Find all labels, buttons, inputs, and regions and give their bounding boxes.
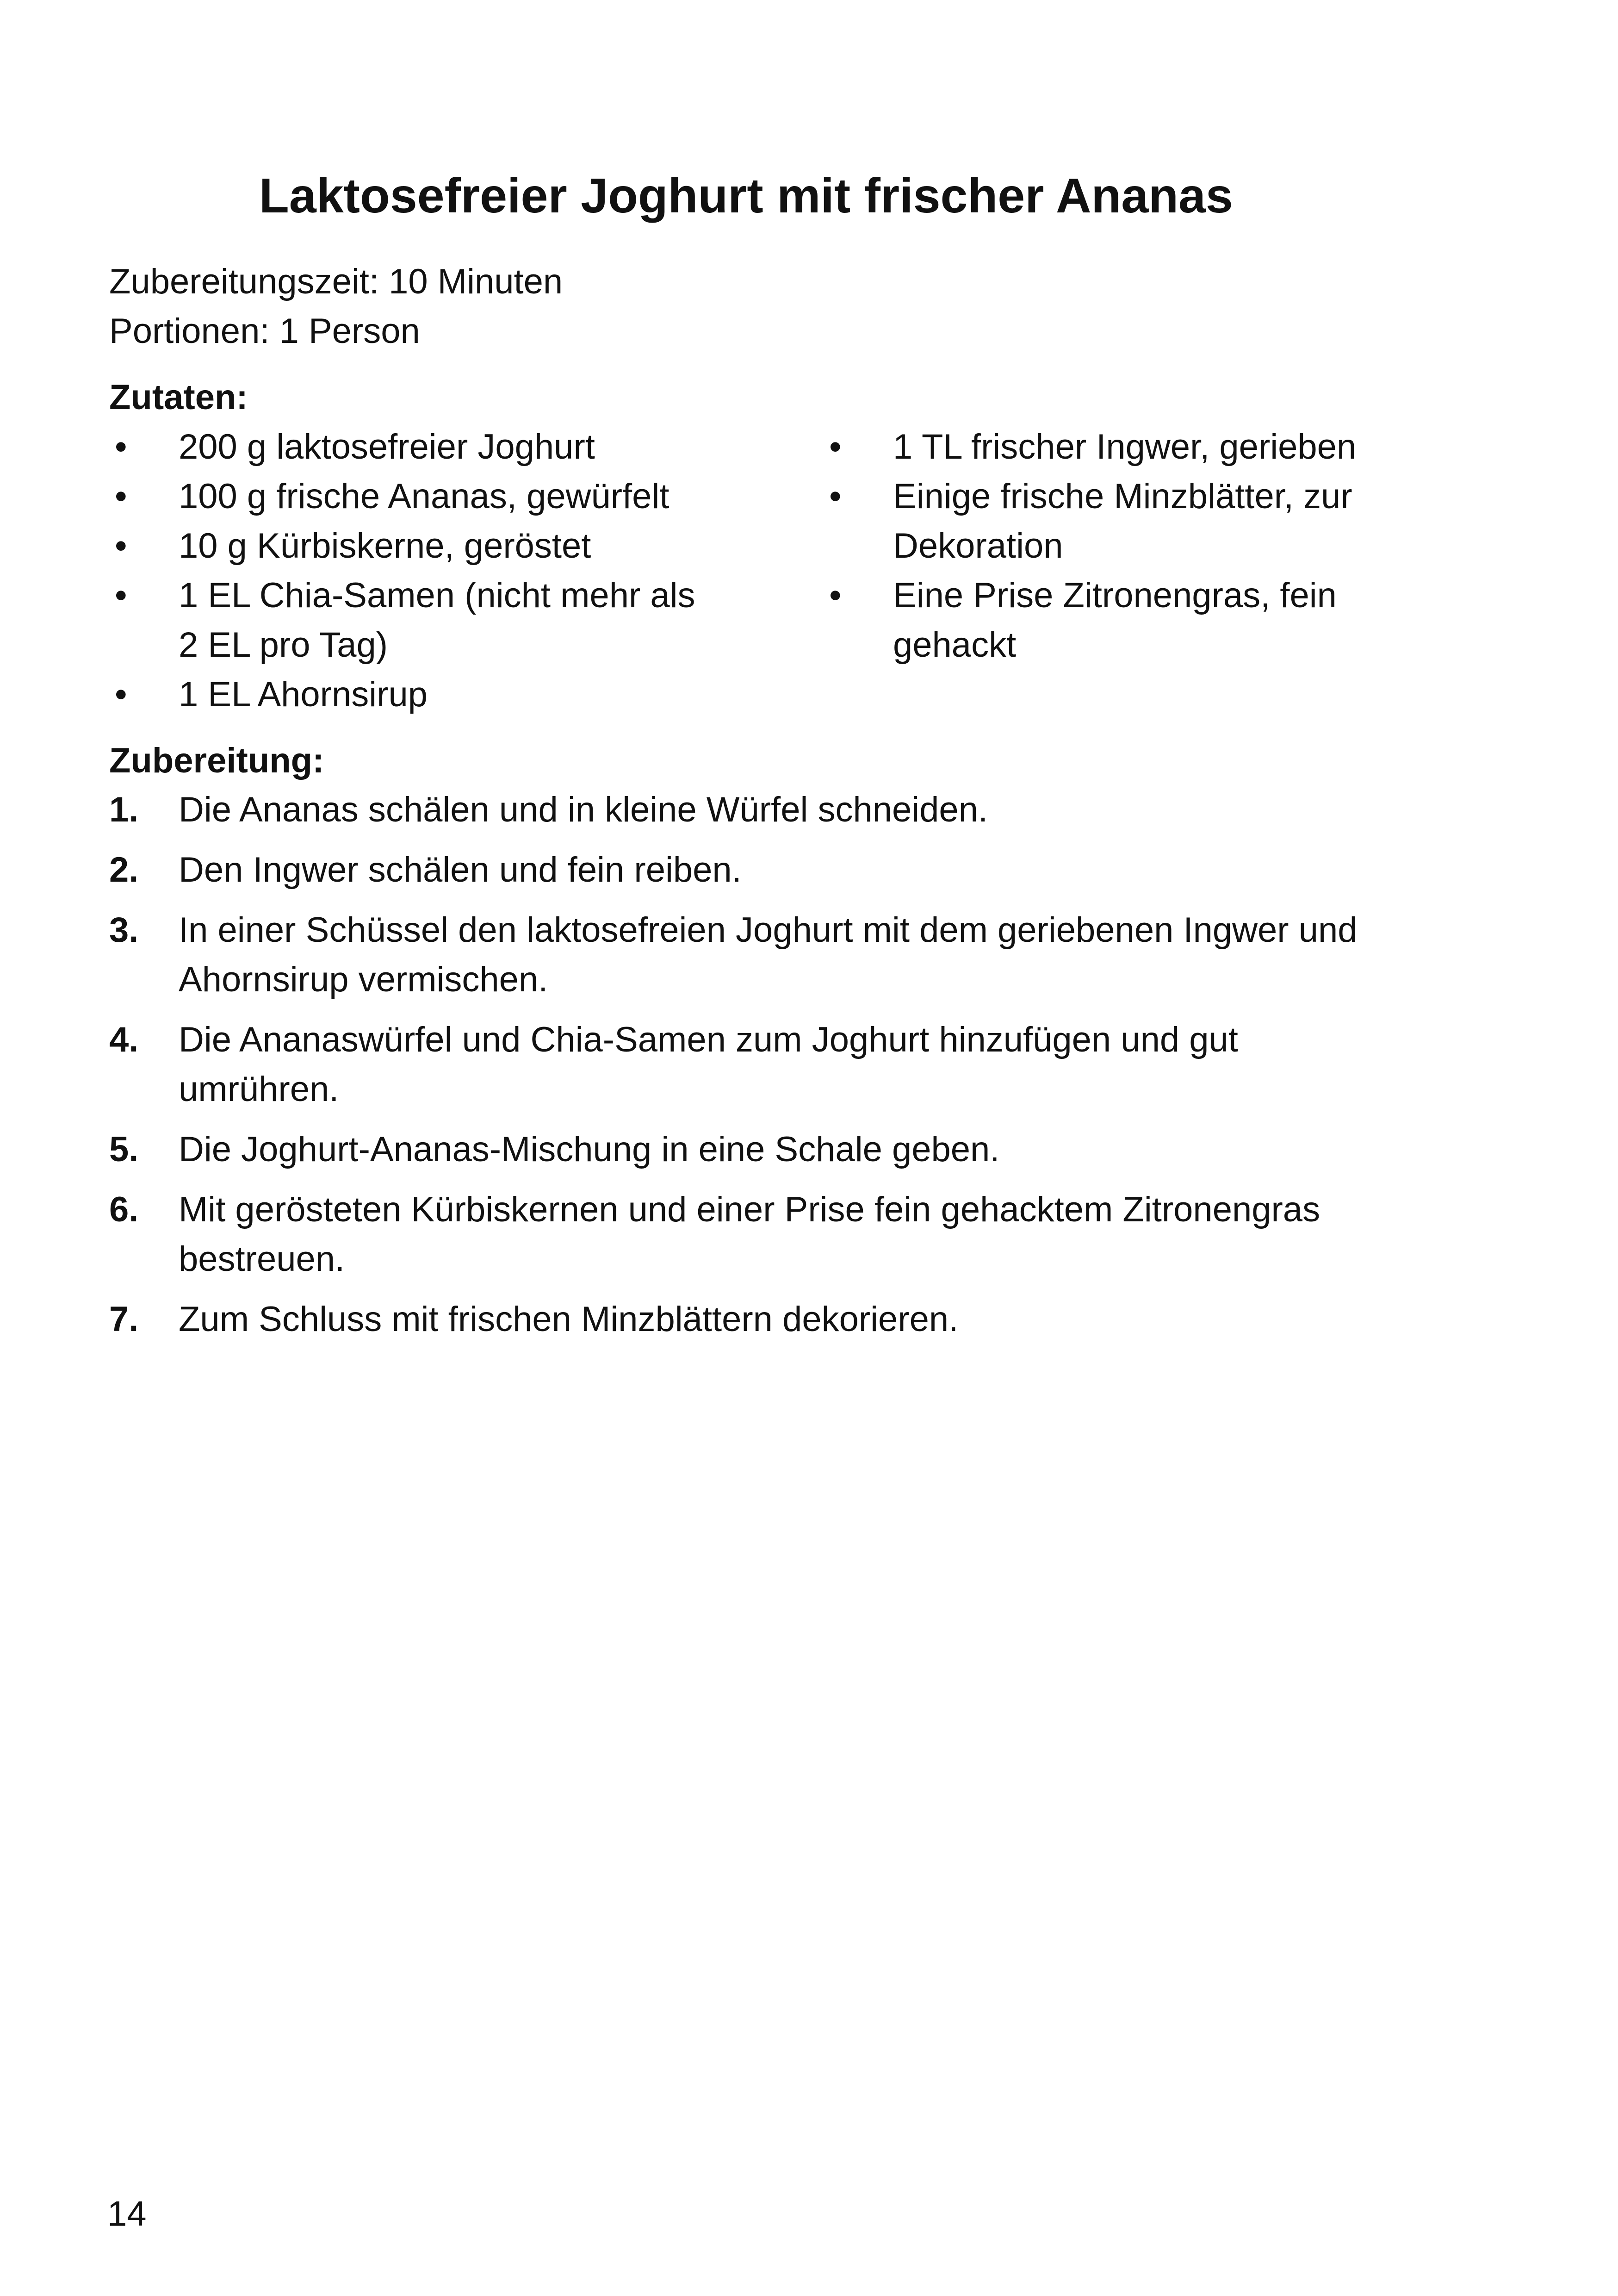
prep-time: Zubereitungszeit: 10 Minuten — [109, 262, 563, 301]
step-number: 3. — [109, 910, 139, 950]
bullet-icon: • — [829, 477, 842, 516]
recipe-title: Laktosefreier Joghurt mit frischer Ananas — [259, 168, 1233, 223]
bullet-icon: • — [115, 477, 127, 516]
step-text: Die Ananas schälen und in kleine Würfel schneiden. — [179, 790, 988, 829]
ingredient-text: 1 TL frischer Ingwer, gerieben — [893, 427, 1357, 467]
ingredient-text: 100 g frische Ananas, gewürfelt — [179, 477, 670, 516]
ingredient-item — [824, 422, 1425, 472]
step-item — [109, 1185, 1405, 1284]
ingredient-text: 200 g laktosefreier Joghurt — [179, 427, 595, 467]
ingredients-list-right — [824, 422, 1425, 670]
ingredient-item — [824, 571, 1425, 670]
step-text: Die Ananaswürfel und Chia-Samen zum Joghurt hinzufügen und gut umrühren. — [179, 1020, 1238, 1109]
step-item — [109, 1015, 1405, 1114]
step-text: Zum Schluss mit frischen Minzblättern dekorieren. — [179, 1300, 959, 1339]
bullet-icon: • — [829, 427, 842, 467]
step-text: In einer Schüssel den laktosefreien Joghurt mit dem geriebenen Ingwer und Ahornsirup vermischen. — [179, 910, 1358, 999]
bullet-icon: • — [115, 675, 127, 714]
ingredient-item — [109, 571, 711, 670]
ingredients-list-left — [109, 422, 711, 719]
step-item — [109, 785, 1405, 834]
ingredient-text: Einige frische Minzblätter, zur Dekoration — [893, 477, 1352, 566]
ingredient-text: Eine Prise Zitronengras, fein gehackt — [893, 576, 1337, 665]
step-item — [109, 905, 1405, 1004]
step-item — [109, 1294, 1405, 1344]
step-number: 2. — [109, 850, 139, 890]
page-number: 14 — [107, 2194, 147, 2234]
recipe-meta — [109, 257, 563, 356]
step-number: 5. — [109, 1130, 139, 1169]
step-number: 1. — [109, 790, 139, 829]
preparation-steps — [109, 785, 1405, 1355]
ingredient-text: 10 g Kürbiskerne, geröstet — [179, 526, 591, 566]
step-item — [109, 1125, 1405, 1174]
ingredients-heading: Zutaten: — [109, 378, 248, 417]
preparation-heading: Zubereitung: — [109, 741, 324, 780]
bullet-icon: • — [115, 526, 127, 566]
ingredient-item — [109, 472, 711, 521]
ingredient-item — [109, 670, 711, 719]
step-text: Mit gerösteten Kürbiskernen und einer Prise fein gehacktem Zitronengras bestreuen. — [179, 1190, 1320, 1279]
step-item — [109, 845, 1405, 895]
step-number: 6. — [109, 1190, 139, 1229]
step-text: Den Ingwer schälen und fein reiben. — [179, 850, 742, 890]
ingredient-text: 1 EL Ahornsirup — [179, 675, 428, 714]
step-number: 7. — [109, 1300, 139, 1339]
ingredient-item — [109, 521, 711, 571]
step-number: 4. — [109, 1020, 139, 1059]
step-text: Die Joghurt-Ananas-Mischung in eine Schale geben. — [179, 1130, 1000, 1169]
ingredient-text: 1 EL Chia-Samen (nicht mehr als 2 EL pro Tag) — [179, 576, 695, 665]
bullet-icon: • — [829, 576, 842, 615]
ingredient-item — [109, 422, 711, 472]
bullet-icon: • — [115, 576, 127, 615]
bullet-icon: • — [115, 427, 127, 467]
ingredient-item — [824, 472, 1425, 571]
servings: Portionen: 1 Person — [109, 311, 420, 351]
